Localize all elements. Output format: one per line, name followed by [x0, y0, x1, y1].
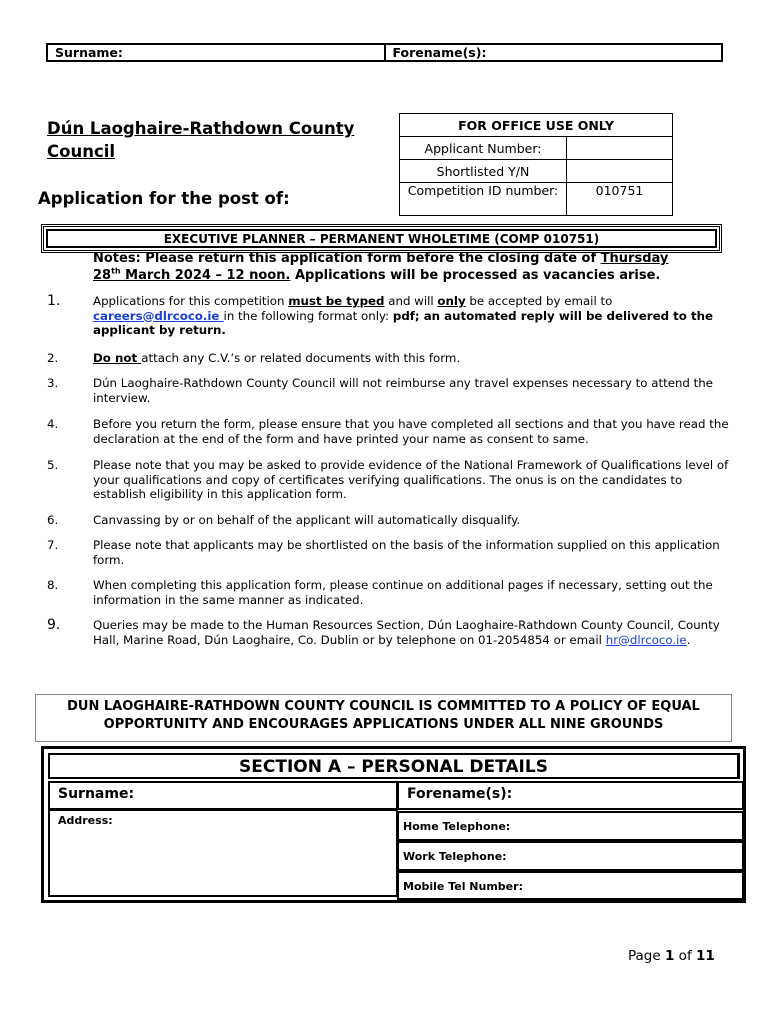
list-item-text: Before you return the form, please ensure that you have completed all sections and that you have read the declaration at the end of the form and have printed your name as consent to same.: [93, 417, 729, 446]
list-item: [47, 538, 733, 567]
notes-intro: [93, 250, 733, 284]
page-word: Page: [628, 948, 665, 964]
list-item: [47, 351, 733, 366]
shortlisted-label: Shortlisted Y/N: [400, 160, 567, 183]
section-a-title: SECTION A – PERSONAL DETAILS: [48, 753, 740, 779]
surname-label: Surname:: [58, 786, 135, 802]
notes-list: [47, 294, 733, 647]
pdf-format-note: pdf; an automated reply will be delivered to the applicant by return.: [93, 308, 714, 337]
closing-day: Thursday: [600, 251, 669, 266]
list-item: [47, 618, 733, 647]
list-item: [47, 294, 733, 338]
top-name-bar: [46, 43, 723, 62]
list-item-number: 5.: [47, 458, 59, 472]
list-item-text: When completing this application form, please continue on additional pages if necessary, setting out the information in the same manner as indicated.: [93, 578, 713, 607]
mobile-telephone-label: Mobile Tel Number:: [403, 880, 523, 893]
section-a-personal-details: [41, 746, 746, 903]
list-item-number: 4.: [47, 417, 59, 431]
shortlisted-value: [567, 160, 673, 183]
list-item-number: 7.: [47, 538, 59, 552]
equality-statement: DUN LAOGHAIRE-RATHDOWN COUNTY COUNCIL IS COMMITTED TO A POLICY OF EQUAL OPPORTUNITY AND ENCOURAGES APPLICATIONS UNDER ALL NINE GROUNDS: [35, 694, 732, 742]
list-item-text: Applications for this competition must be typed and will only be accepted by email to careers@dlrcoco.ie in the following format only: pdf; an automated reply will be delivered to the applicant by return.: [93, 294, 714, 337]
list-item-number: 6.: [47, 512, 59, 527]
list-item-text: Canvassing by or on behalf of the applicant will automatically disqualify.: [93, 512, 521, 527]
post-label: Application for the post of:: [38, 189, 290, 208]
list-item-text: Queries may be made to the Human Resources Section, Dún Laoghaire-Rathdown County Council, County Hall, Marine Road, Dún Laoghaire, Co. Dublin or by telephone on 01-2054854 or email hr@dlrcoco.ie.: [93, 618, 720, 647]
closing-date: [93, 268, 290, 283]
office-use-title: FOR OFFICE USE ONLY: [400, 114, 673, 137]
competition-id-value: 010751: [567, 183, 673, 216]
top-forename-label: Forename(s):: [392, 45, 487, 60]
forename-field[interactable]: [397, 781, 744, 810]
closing-date-number: 28: [93, 268, 112, 283]
office-use-table: [399, 113, 673, 216]
list-item: [47, 417, 733, 446]
list-item-number: 2.: [47, 350, 59, 365]
post-title-box: [41, 224, 722, 253]
must-be-typed-emphasis: must be typed: [288, 294, 385, 308]
list-item: [47, 376, 733, 405]
home-telephone-field[interactable]: [397, 811, 744, 841]
address-field[interactable]: [48, 809, 398, 897]
top-surname-label: Surname:: [55, 45, 123, 60]
hr-email-link[interactable]: hr@dlrcoco.ie: [605, 632, 687, 647]
list-item-text: Please note that applicants may be shortlisted on the basis of the information supplied on this application form.: [93, 538, 720, 567]
list-item-text: Please note that you may be asked to provide evidence of the National Framework of Qualifications level of your qualifications and copy of certificates verifying qualifications. The onus is on the candidates to establish eligibility in this application form.: [93, 458, 729, 501]
surname-field[interactable]: [48, 781, 398, 810]
list-item-number: 1.: [47, 293, 61, 309]
list-item-text: Dún Laoghaire-Rathdown County Council will not reimburse any travel expenses necessary to attend the interview.: [93, 376, 714, 405]
work-telephone-label: Work Telephone:: [403, 850, 507, 863]
closing-date-suffix: th: [111, 266, 121, 276]
top-surname-field[interactable]: [48, 45, 384, 60]
notes-processing-text: Applications will be processed as vacancies arise.: [290, 268, 661, 283]
page-total: 11: [696, 948, 715, 964]
notes-intro-text: Notes: Please return this application form before the closing date of: [93, 251, 601, 266]
list-item-text: Do not attach any C.V.’s or related documents with this form.: [93, 350, 461, 365]
applicant-number-value: [567, 137, 673, 160]
page-number: [628, 948, 715, 964]
do-not-emphasis: Do not: [93, 350, 142, 365]
page-current: 1: [664, 948, 675, 964]
list-item-number: 3.: [47, 376, 59, 390]
forename-label: Forename(s):: [407, 786, 513, 802]
list-item-number: 9.: [47, 617, 61, 633]
list-item: [47, 513, 733, 528]
list-item: [47, 458, 733, 502]
applicant-number-label: Applicant Number:: [400, 137, 567, 160]
competition-id-label: Competition ID number:: [400, 183, 567, 216]
only-emphasis: only: [437, 294, 466, 308]
mobile-telephone-field[interactable]: [397, 871, 744, 900]
careers-email-link[interactable]: careers@dlrcoco.ie: [93, 308, 224, 323]
home-telephone-label: Home Telephone:: [403, 820, 511, 833]
address-label: Address:: [58, 814, 113, 827]
post-title: EXECUTIVE PLANNER – PERMANENT WHOLETIME (COMP 010751): [46, 229, 717, 248]
list-item-number: 8.: [47, 578, 59, 592]
closing-date-rest: March 2024 – 12 noon.: [120, 268, 291, 283]
top-forename-field[interactable]: [384, 45, 722, 60]
list-item: [47, 578, 733, 607]
council-title: Dún Laoghaire-Rathdown County Council: [47, 119, 355, 161]
of-word: of: [674, 948, 696, 964]
work-telephone-field[interactable]: [397, 841, 744, 871]
